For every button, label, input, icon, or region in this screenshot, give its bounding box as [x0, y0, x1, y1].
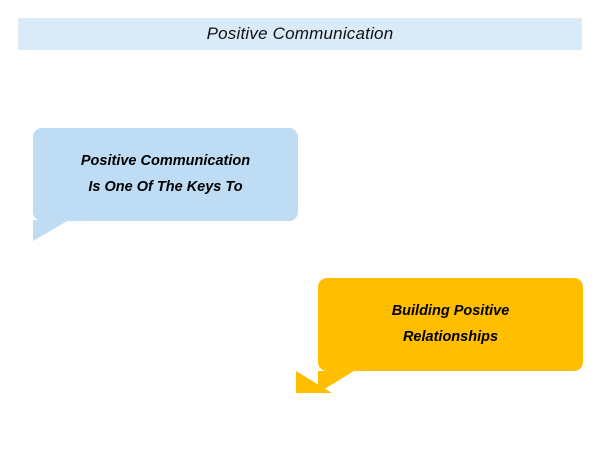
slide-title-bar	[18, 18, 582, 50]
speech-bubble-orange-line-1: Building Positive	[391, 303, 510, 320]
speech-bubble-orange	[318, 278, 583, 371]
speech-bubble-orange-tail-fill	[318, 371, 354, 393]
speech-bubble-orange-line-2: Relationships	[402, 328, 499, 345]
speech-bubble-blue-line-1: Positive Communication	[80, 153, 251, 170]
speech-bubble-blue-tail	[33, 220, 69, 241]
speech-bubble-blue-line-2: Is One Of The Keys To	[88, 178, 243, 195]
page-title: Positive Communication	[206, 24, 394, 43]
speech-bubble-blue	[33, 128, 298, 221]
